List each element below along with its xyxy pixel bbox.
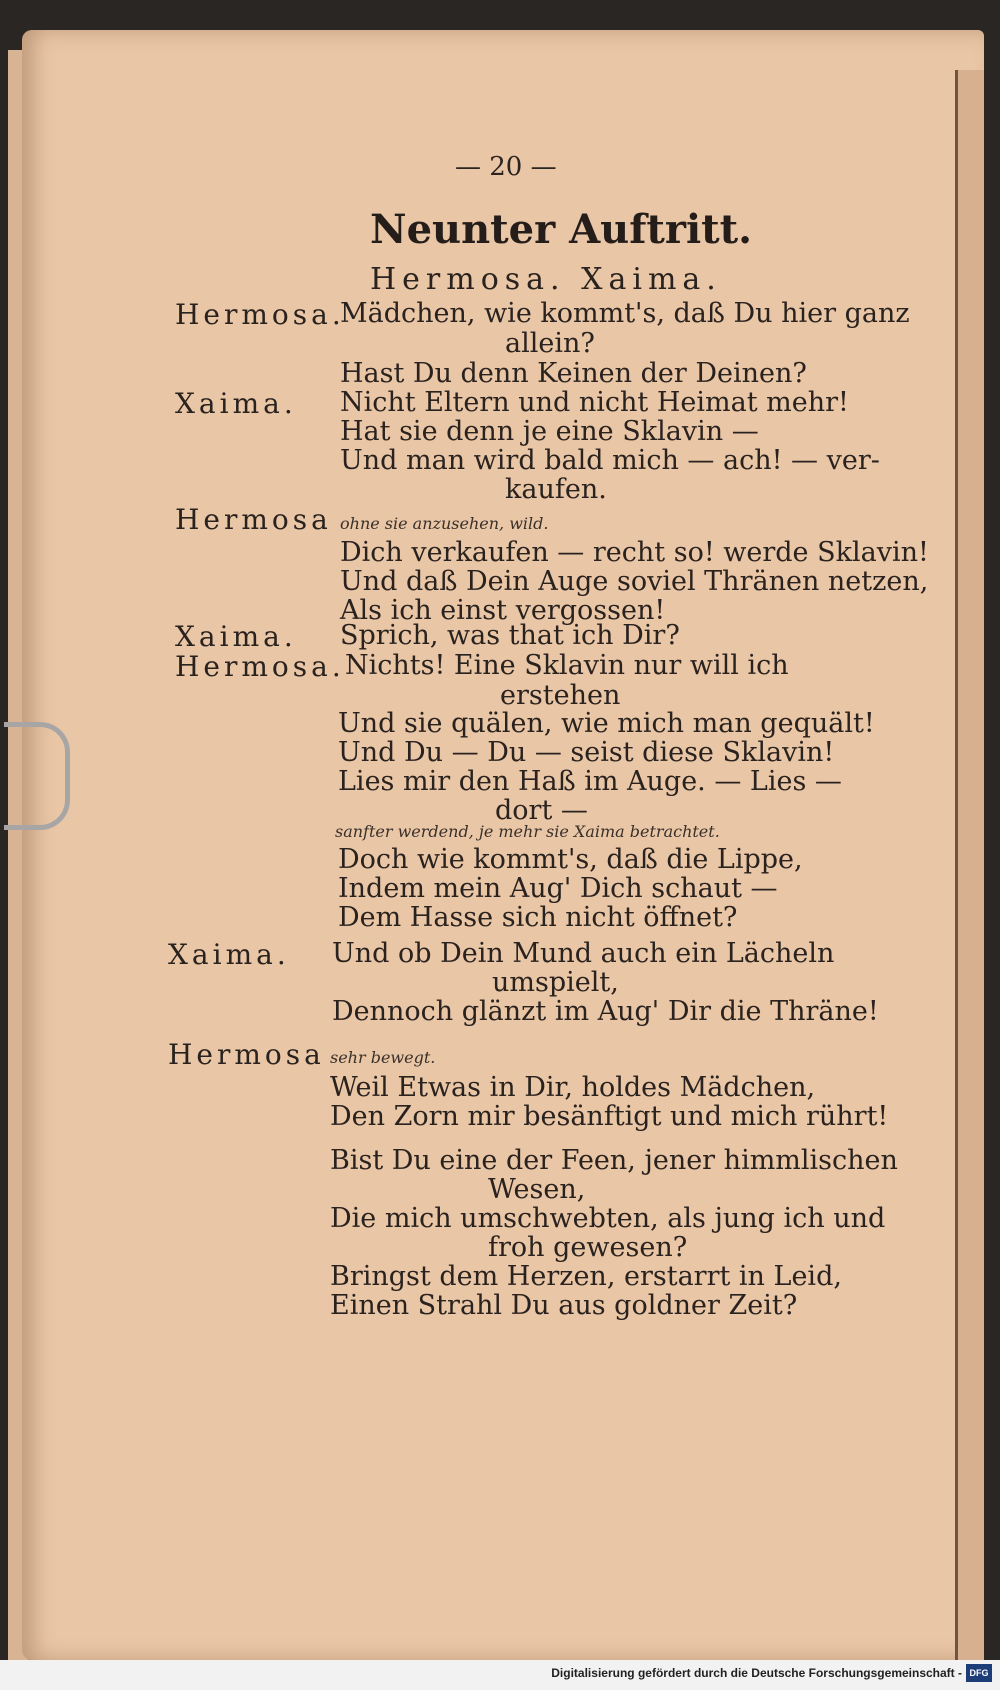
stage-direction: sehr bewegt. [330,1048,436,1067]
verse-line: Indem mein Aug' Dich schaut — [338,873,778,904]
verse-line: Als ich einst vergossen! [340,595,666,626]
verse-line: Hast Du denn Keinen der Deinen? [340,358,807,389]
verse-line: Wesen, [488,1174,586,1205]
page-number: — 20 — [455,152,557,182]
dfg-logo: DFG [966,1664,992,1682]
verse-line: Und ob Dein Mund auch ein Lächeln [332,938,835,969]
verse-line: allein? [505,328,595,359]
verse-line: erstehen [500,680,621,711]
speaker-label: Xaima. [175,620,297,653]
scene-cast: Hermosa. Xaima. [370,262,722,297]
verse-line: Die mich umschwebten, als jung ich und [330,1203,886,1234]
verse-line: Dich verkaufen — recht so! werde Sklavin! [340,537,929,568]
verse-line: Nicht Eltern und nicht Heimat mehr! [340,387,849,418]
speaker-label: Xaima. [175,387,297,420]
verse-line: Hat sie denn je eine Sklavin — [340,416,759,447]
verse-line: Und sie quälen, wie mich man gequält! [338,708,875,739]
speaker-label: Hermosa. [175,650,345,683]
verse-line: Und Du — Du — seist diese Sklavin! [338,737,835,768]
next-page-edge [955,70,984,1690]
verse-line: Weil Etwas in Dir, holdes Mädchen, [330,1072,816,1103]
verse-line: froh gewesen? [488,1232,688,1263]
scene-heading: Neunter Auftritt. [370,206,753,253]
footer-bar [0,1660,1000,1690]
verse-line: Nichts! Eine Sklavin nur will ich [345,650,789,681]
verse-line: Dennoch glänzt im Aug' Dir die Thräne! [332,996,879,1027]
verse-line: Einen Strahl Du aus goldner Zeit? [330,1290,798,1321]
verse-line: Den Zorn mir besänftigt und mich rührt! [330,1101,889,1132]
funding-notice: Digitalisierung gefördert durch die Deutsche Forschungsgemeinschaft - [551,1666,962,1680]
speaker-label: Hermosa [175,503,332,536]
verse-line: Dem Hasse sich nicht öffnet? [338,902,738,933]
verse-line: Und daß Dein Auge soviel Thränen netzen, [340,566,929,597]
verse-line: Lies mir den Haß im Auge. — Lies — [338,766,842,797]
verse-line: Sprich, was that ich Dir? [340,620,680,651]
verse-line: Mädchen, wie kommt's, daß Du hier ganz [340,298,910,329]
verse-line: Und man wird bald mich — ach! — ver- [340,445,880,476]
stage-direction: sanfter werdend, je mehr sie Xaima betrachtet. [335,822,720,841]
speaker-label: Xaima. [168,938,290,971]
verse-line: Bringst dem Herzen, erstarrt in Leid, [330,1261,842,1292]
verse-line: Bist Du eine der Feen, jener himmlischen [330,1145,898,1176]
stage-direction: ohne sie anzusehen, wild. [340,514,549,533]
verse-line: Doch wie kommt's, daß die Lippe, [338,844,803,875]
verse-line: kaufen. [505,474,607,505]
page-clip [4,722,70,830]
verse-line: umspielt, [492,967,619,998]
speaker-label: Hermosa. [175,298,345,331]
verse-line: dort — [495,795,588,826]
speaker-label: Hermosa [168,1038,325,1071]
